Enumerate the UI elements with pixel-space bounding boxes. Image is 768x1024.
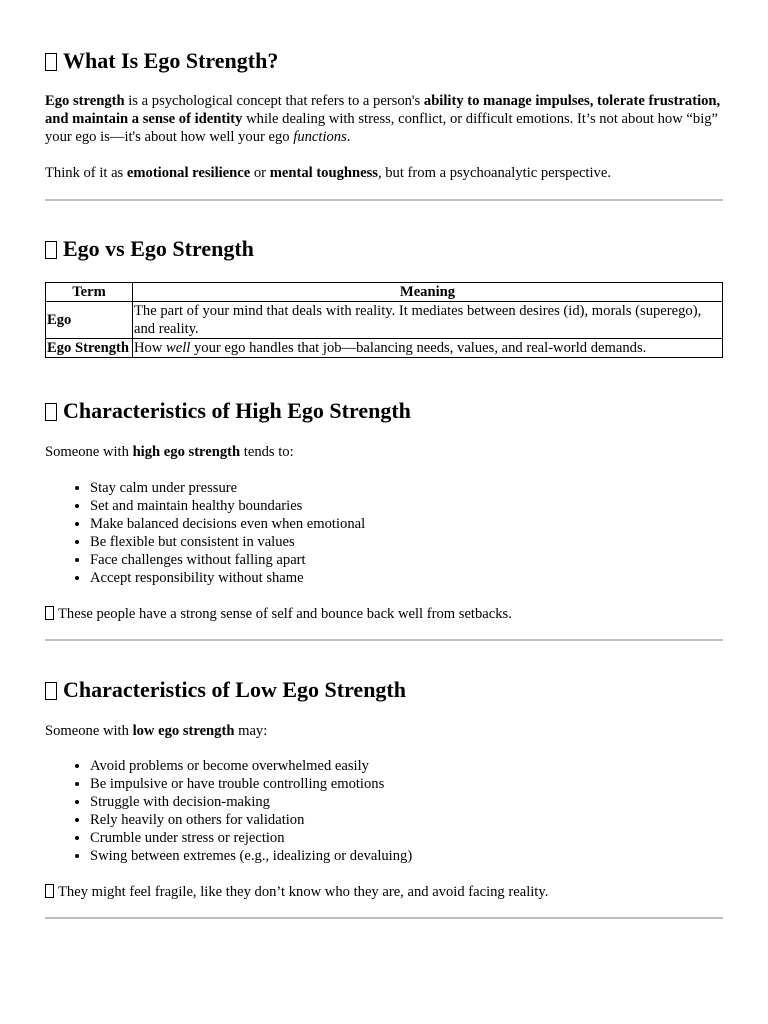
heading-high-ego-strength <box>45 398 723 424</box>
heading-text: What Is Ego Strength? <box>63 48 279 73</box>
low-ego-list <box>45 757 768 865</box>
meaning-cell <box>133 302 723 339</box>
list-item: • Avoid problems or become overwhelmed easily <box>90 757 768 775</box>
text-run: The part of your mind that deals with reality. It mediates between desires (id), morals (superego), and reality. <box>134 303 702 337</box>
paragraph-definition <box>45 92 723 146</box>
list-item: • Be flexible but consistent in values <box>90 533 768 551</box>
list-item: • Struggle with decision-making <box>90 793 768 811</box>
section-divider <box>45 917 723 919</box>
list-item: • Stay calm under pressure <box>90 479 768 497</box>
term-cell: Ego Strength <box>46 339 133 358</box>
list-item: • Accept responsibility without shame <box>90 569 768 587</box>
text-run: your ego handles that job—balancing needs, values, and real-world demands. <box>190 340 647 356</box>
missing-glyph-icon <box>45 403 57 421</box>
text-run: tends to: <box>240 444 294 460</box>
text-run: Think of it as <box>45 165 127 181</box>
missing-glyph-icon <box>45 606 54 620</box>
bold-text: low ego strength <box>132 723 235 739</box>
note-text: These people have a strong sense of self and bounce back well from setbacks. <box>58 606 512 622</box>
header-term: Term <box>46 283 133 302</box>
text-run: is a psychological concept that refers to a person's <box>124 93 424 109</box>
list-item: • Make balanced decisions even when emotional <box>90 515 768 533</box>
heading-text: Characteristics of High Ego Strength <box>63 398 411 423</box>
text-run: How <box>134 340 167 356</box>
meaning-cell <box>133 339 723 358</box>
paragraph-low-note <box>45 882 723 901</box>
table-row <box>46 339 723 358</box>
text-run: Someone with <box>45 444 133 460</box>
heading-text: Ego vs Ego Strength <box>63 236 254 261</box>
text-run: while dealing with stress, conflict, or difficult emotions. It’s not about how “big” your ego is—it's about how well your ego <box>45 111 719 145</box>
bold-text: ability to manage impulses, tolerate frustration, and maintain a sense of identity <box>45 93 721 127</box>
italic-text: functions <box>293 129 347 145</box>
missing-glyph-icon <box>45 53 57 71</box>
paragraph-high-intro <box>45 443 723 461</box>
bold-text: emotional resilience <box>126 165 251 181</box>
missing-glyph-icon <box>45 241 57 259</box>
list-item: • Swing between extremes (e.g., idealizing or devaluing) <box>90 847 768 865</box>
text-run: Someone with <box>45 723 133 739</box>
bold-text: high ego strength <box>132 444 241 460</box>
high-ego-list <box>45 479 768 587</box>
text-run: , but from a psychoanalytic perspective. <box>377 165 611 181</box>
table-row <box>46 302 723 339</box>
list-item: • Rely heavily on others for validation <box>90 811 768 829</box>
bold-text: mental toughness <box>269 165 378 181</box>
heading-text: Characteristics of Low Ego Strength <box>63 677 406 702</box>
header-meaning: Meaning <box>133 283 723 302</box>
list-item: • Crumble under stress or rejection <box>90 829 768 847</box>
section-divider <box>45 639 723 641</box>
missing-glyph-icon <box>45 884 54 898</box>
table-header-row <box>46 283 723 302</box>
note-text: They might feel fragile, like they don’t know who they are, and avoid facing reality. <box>58 884 549 900</box>
missing-glyph-icon <box>45 682 57 700</box>
list-item: • Face challenges without falling apart <box>90 551 768 569</box>
list-item: • Be impulsive or have trouble controlling emotions <box>90 775 768 793</box>
term-cell: Ego <box>46 302 133 339</box>
italic-text: well <box>166 340 191 356</box>
heading-low-ego-strength <box>45 677 723 703</box>
section-divider <box>45 199 723 201</box>
text-run: . <box>346 129 351 145</box>
text-run: may: <box>234 723 268 739</box>
list-item: • Set and maintain healthy boundaries <box>90 497 768 515</box>
heading-ego-vs-ego-strength <box>45 236 723 262</box>
paragraph-low-intro <box>45 722 723 740</box>
text-run: or <box>250 165 270 181</box>
heading-what-is-ego-strength <box>45 48 723 74</box>
comparison-table <box>45 282 723 358</box>
paragraph-high-note <box>45 604 723 623</box>
bold-text: Ego strength <box>45 93 125 109</box>
paragraph-think-of-it <box>45 164 723 182</box>
